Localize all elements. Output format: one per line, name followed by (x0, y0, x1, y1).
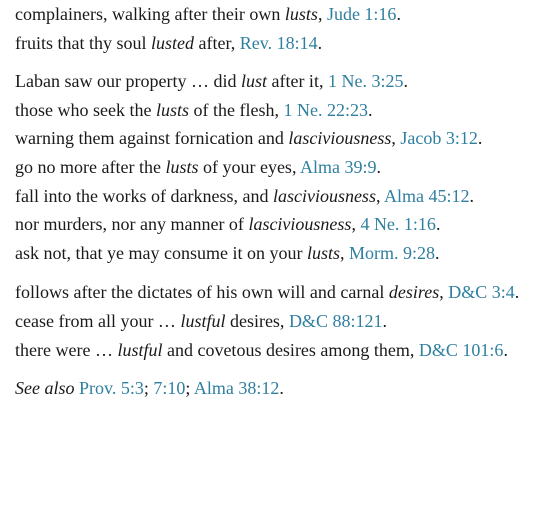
entry (15, 0, 531, 29)
entry (15, 29, 531, 58)
entry-text: go no more after the (15, 156, 166, 177)
entry-text: ; (143, 378, 154, 399)
entry-text: follows after the dictates of his own will and carnal (15, 282, 389, 303)
entry-text: fall into the works of darkness, and (15, 185, 273, 206)
entry-group-2 (15, 67, 531, 267)
keyword: lusts (284, 4, 318, 24)
keyword: lusts (306, 242, 340, 263)
scripture-reference-link[interactable]: 1 Ne. 22:23 (283, 99, 368, 120)
entry-text: fruits that thy soul (15, 32, 151, 53)
entry-text: . (469, 185, 474, 206)
scripture-reference-link[interactable]: 1 Ne. 3:25 (327, 71, 404, 92)
entry-text: . (396, 4, 401, 24)
entry-text: ; (185, 378, 194, 399)
entry (15, 278, 531, 307)
scripture-reference-link[interactable]: Jacob 3:12 (400, 128, 478, 149)
entry (15, 96, 531, 125)
scripture-reference-link[interactable]: Prov. 5:3 (78, 378, 144, 399)
scripture-reference-link[interactable]: 4 Ne. 1:16 (360, 214, 436, 235)
entry-text: . (403, 71, 408, 92)
entry-text: after it, (266, 71, 328, 92)
entry-text: . (317, 32, 323, 53)
entry-text: there were … (15, 339, 118, 360)
entry-text: . (435, 214, 441, 235)
entry (15, 336, 531, 365)
keyword: lusts (165, 156, 199, 177)
entry-text: of your eyes, (198, 156, 300, 177)
scripture-reference-link[interactable]: Jude 1:16 (326, 4, 397, 24)
entry-text: those who seek the (15, 99, 156, 120)
entry (15, 307, 531, 336)
keyword: lust (240, 71, 267, 92)
scripture-reference-link[interactable]: D&C 101:6 (418, 339, 504, 360)
entry-text: after, (194, 32, 240, 53)
keyword: lusts (155, 99, 189, 120)
entry-text: . (382, 310, 387, 331)
scripture-reference-link[interactable]: D&C 3:4 (448, 282, 515, 303)
entry-text: nor murders, nor any manner of (15, 214, 249, 235)
scripture-reference-link[interactable]: 7:10 (153, 378, 186, 399)
entry-text: complainers, walking after their own (15, 4, 285, 24)
entry (15, 182, 531, 211)
keyword: lasciviousness (288, 128, 392, 149)
entry-text: , (439, 282, 449, 303)
scripture-reference-link[interactable]: Alma 45:12 (383, 185, 470, 206)
entry (15, 153, 531, 182)
entry-text: of the flesh, (188, 99, 284, 120)
keyword: lustful (180, 310, 226, 331)
keyword: lusted (151, 32, 194, 53)
see-also-entry (15, 374, 531, 403)
keyword: desires (388, 282, 440, 303)
entry-text: , (391, 128, 401, 149)
entry-text: , (351, 214, 361, 235)
entry-text: ask not, that ye may consume it on your (15, 242, 307, 263)
scripture-reference-link[interactable]: Alma 39:9 (299, 156, 377, 177)
entry-text: Laban saw our property … did (15, 71, 241, 92)
entry-text: desires, (225, 310, 289, 331)
entry-text: warning them against fornication and (15, 128, 289, 149)
keyword: lasciviousness (248, 214, 352, 235)
entry-text: , (375, 185, 384, 206)
entry-group-3 (15, 278, 531, 364)
entry-group-1 (15, 0, 531, 57)
entry-text: . (376, 156, 381, 177)
entry-text: cease from all your … (15, 310, 181, 331)
scripture-reference-link[interactable]: Rev. 18:14 (239, 32, 318, 53)
entry (15, 210, 531, 239)
keyword: lasciviousness (272, 185, 376, 206)
entry-text: . (514, 282, 520, 303)
see-also-label: See also (15, 378, 75, 399)
entry-text: . (434, 242, 440, 263)
entry-text: , (317, 4, 327, 24)
entry-text: . (279, 378, 284, 399)
entry-text: and covetous desires among them, (162, 339, 419, 360)
entry-group-see-also (15, 374, 531, 403)
entry-text: . (503, 339, 508, 360)
entry-text: , (339, 242, 349, 263)
entry-text: . (367, 99, 373, 120)
entry (15, 67, 531, 96)
scripture-reference-link[interactable]: Morm. 9:28 (348, 242, 435, 263)
entry (15, 239, 531, 268)
entry (15, 124, 531, 153)
entry-text: . (477, 128, 483, 149)
scripture-reference-link[interactable]: Alma 38:12 (193, 378, 280, 399)
scripture-reference-link[interactable]: D&C 88:121 (288, 310, 383, 331)
keyword: lustful (117, 339, 163, 360)
